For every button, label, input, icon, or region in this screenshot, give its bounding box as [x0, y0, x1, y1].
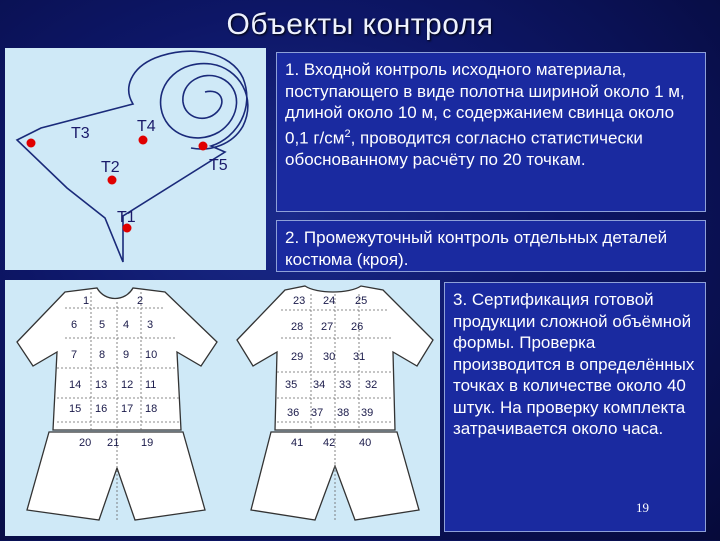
front-point-14: 14	[69, 379, 82, 391]
front-point-7: 7	[71, 349, 78, 361]
input-control-text	[276, 52, 706, 212]
back-point-31: 31	[353, 351, 366, 363]
item3-highlight: готовой продукции	[453, 290, 654, 331]
front-point-11: 11	[145, 379, 157, 391]
garment-drawing	[5, 280, 440, 536]
front-point-9: 9	[123, 349, 130, 361]
item1-highlight: исходного материала	[451, 60, 622, 79]
back-point-28: 28	[291, 321, 304, 333]
front-point-8: 8	[99, 349, 106, 361]
marker-t4	[139, 136, 148, 145]
label-t3: Т3	[71, 125, 90, 142]
front-point-19: 19	[141, 437, 154, 449]
front-point-10: 10	[145, 349, 158, 361]
back-point-42: 42	[323, 437, 336, 449]
back-point-36: 36	[287, 407, 300, 419]
marker-t5	[199, 142, 208, 151]
back-point-23: 23	[293, 295, 306, 307]
label-t2: Т2	[101, 159, 120, 176]
front-point-6: 6	[71, 319, 78, 331]
fabric-roll-drawing	[5, 48, 266, 270]
front-point-18: 18	[145, 403, 158, 415]
slide-title: Объекты контроля	[226, 8, 494, 41]
front-point-20: 20	[79, 437, 92, 449]
front-point-12: 12	[121, 379, 134, 391]
back-point-40: 40	[359, 437, 372, 449]
back-point-34: 34	[313, 379, 326, 391]
marker-t2	[108, 176, 117, 185]
front-point-4: 4	[123, 319, 130, 331]
item1-sup: 2	[344, 127, 351, 140]
item3-prefix: 3. Сертификация	[453, 290, 594, 309]
back-point-41: 41	[291, 437, 304, 449]
marker-t3	[27, 139, 36, 148]
front-point-21: 21	[107, 437, 120, 449]
item1-prefix: 1. Входной контроль	[285, 60, 452, 79]
front-point-3: 3	[147, 319, 154, 331]
back-point-26: 26	[351, 321, 364, 333]
label-t1: Т1	[117, 209, 136, 226]
front-point-15: 15	[69, 403, 82, 415]
label-t4: Т4	[137, 118, 156, 135]
garment-points-panel	[5, 280, 440, 536]
garment-front	[17, 288, 217, 520]
front-point-13: 13	[95, 379, 108, 391]
back-point-35: 35	[285, 379, 298, 391]
back-point-39: 39	[361, 407, 374, 419]
back-point-25: 25	[355, 295, 368, 307]
certification-text	[444, 282, 706, 532]
item2-highlight: кроя	[362, 249, 399, 269]
front-point-16: 16	[95, 403, 108, 415]
back-point-27: 27	[321, 321, 334, 333]
item1-tail: , проводится согласно статистически обоснованному расчёту по 20 точкам.	[285, 128, 643, 169]
front-point-5: 5	[99, 319, 106, 331]
item1-rest: , поступающего в виде полотна шириной около 1 м, длиной около 10 м, с содержанием свинца около 0,1 г/см	[285, 60, 685, 148]
back-point-32: 32	[365, 379, 378, 391]
front-point-2: 2	[137, 295, 144, 307]
fabric-roll-panel	[5, 48, 266, 270]
back-point-37: 37	[311, 407, 324, 419]
label-t5: Т5	[209, 157, 228, 174]
front-point-17: 17	[121, 403, 134, 415]
front-point-1: 1	[83, 295, 90, 307]
item3-tail: сложной объёмной формы. Проверка производится в определённых точках в количестве около 40 штук. На проверку комплекта затрачивается около часа.	[453, 311, 695, 438]
item2-tail: ).	[398, 249, 409, 269]
back-point-29: 29	[291, 351, 304, 363]
garment-back	[237, 286, 433, 520]
item2-prefix: 2. Промежуточный контроль отдельных деталей костюма (	[285, 228, 668, 269]
back-point-33: 33	[339, 379, 352, 391]
intermediate-control-text	[276, 220, 706, 272]
back-point-38: 38	[337, 407, 350, 419]
back-point-30: 30	[323, 351, 336, 363]
page-number: 19	[636, 500, 649, 515]
back-point-24: 24	[323, 295, 336, 307]
